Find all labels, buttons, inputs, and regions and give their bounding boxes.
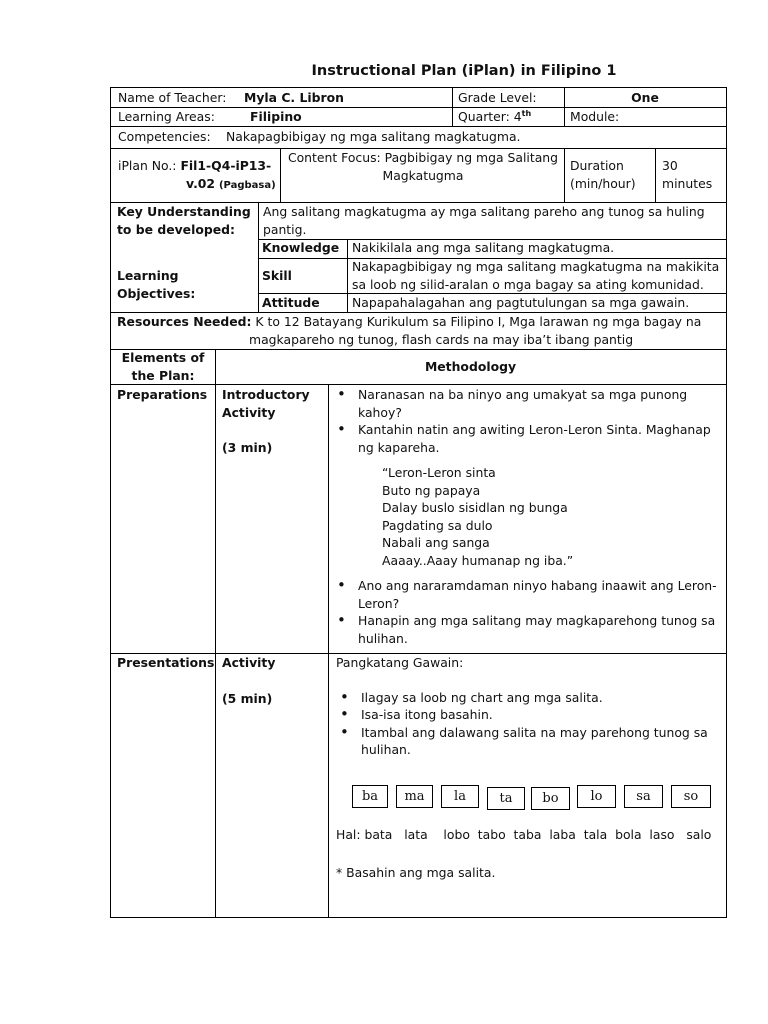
duration-value: 30 minutes (662, 158, 713, 191)
competencies-label: Competencies: (118, 129, 211, 144)
key-understanding-value: Ang salitang magkatugma ay mga salitang pareho ang tunog sa huling pantig. (263, 204, 705, 237)
row-divider (111, 126, 726, 127)
syllable-card: sa (624, 785, 663, 808)
key-understanding-label: Key Understanding to be developed: (117, 204, 251, 237)
content-focus: Content Focus: Pagbibigay ng mga Salitang Magkatugma (287, 150, 559, 183)
syllable-card: ta (487, 787, 525, 810)
areas-label: Learning Areas: (118, 109, 215, 124)
syllable-card: so (671, 785, 711, 808)
quarter-label: Quarter: 4th (458, 108, 532, 124)
group-activity-label: Pangkatang Gawain: (336, 655, 464, 670)
col-divider (280, 148, 281, 202)
learning-objectives-label: Learning Objectives: (117, 268, 196, 301)
module-label: Module: (570, 109, 620, 124)
col-divider (452, 88, 453, 126)
syllable-card: lo (577, 785, 616, 808)
skill-value: Nakapagbibigay ng mga salitang magkatugma na makikita sa loob ng silid-aralan o mga bagay sa ating komunidad. (352, 259, 720, 292)
example-words: Hal: bata lata lobo tabo taba laba tala bola laso salo (336, 827, 712, 842)
song-lyrics (333, 464, 721, 569)
preparations-label: Preparations (117, 387, 208, 402)
syllable-card: la (441, 785, 479, 808)
song-line: “Leron-Leron sinta (382, 465, 496, 480)
activity-label: Activity (222, 655, 276, 670)
skill-label: Skill (262, 268, 292, 283)
knowledge-value: Nakikilala ang mga salitang magkatugma. (352, 240, 615, 255)
col-divider (655, 148, 656, 202)
grade-label: Grade Level: (458, 90, 537, 105)
document-title: Instructional Plan (iPlan) in Filipino 1 (311, 63, 617, 79)
col-divider (215, 349, 216, 918)
teacher-label: Name of Teacher: (118, 90, 227, 105)
knowledge-label: Knowledge (262, 240, 340, 255)
song-line: Pagdating sa dulo (382, 517, 493, 533)
grade-value: One (631, 90, 659, 105)
attitude-label: Attitude (262, 295, 320, 310)
song-line: Dalay buslo sisidlan ng bunga (382, 500, 568, 515)
row-divider (111, 384, 726, 385)
preparations-time: (3 min) (222, 440, 273, 455)
list-item: • Ano ang nararamdaman ninyo habang inaawit ang Leron-Leron? (333, 577, 721, 612)
presentations-label: Presentations (117, 655, 215, 670)
col-divider (564, 148, 565, 202)
col-divider (347, 239, 348, 312)
preparations-content (333, 386, 721, 647)
list-item: • Hanapin ang mga salitang may magkaparehong tunog sa hulihan. (333, 612, 721, 647)
list-item: • Isa-isa itong basahin. (336, 706, 721, 724)
song-line: Nabali ang sanga (382, 535, 490, 550)
preparations-bullets-2 (333, 577, 721, 647)
duration-label: Duration (min/hour) (570, 158, 636, 191)
resources-needed: Resources Needed: K to 12 Batayang Kurikulum sa Filipino I, Mga larawan ng mga bagay na magkapareho ng tunog, flash cards na may iba’t ibang pantig (117, 314, 702, 347)
elements-label: Elements of the Plan: (121, 350, 205, 383)
attitude-value: Napapahalagahan ang pagtutulungan sa mga gawain. (352, 295, 690, 310)
methodology-label: Methodology (424, 359, 517, 374)
presentations-time: (5 min) (222, 691, 273, 706)
iplan-table (110, 87, 727, 918)
teacher-value: Myla C. Libron (244, 90, 344, 105)
list-item: • Naranasan na ba ninyo ang umakyat sa mga punong kahoy? (333, 386, 721, 421)
presentations-bullets (336, 689, 721, 759)
list-item: • Ilagay sa loob ng chart ang mga salita. (336, 689, 721, 707)
col-divider (258, 202, 259, 312)
list-item: • Kantahin natin ang awiting Leron-Leron Sinta. Maghanap ng kapareha. (333, 421, 721, 456)
preparations-bullets-1 (333, 386, 721, 456)
areas-value: Filipino (250, 109, 302, 124)
syllable-card: bo (531, 787, 570, 810)
col-divider (328, 384, 329, 918)
competencies-value: Nakapagbibigay ng mga salitang magkatugma. (226, 129, 521, 144)
presentations-content (336, 654, 721, 759)
introductory-activity-label: Introductory Activity (222, 387, 310, 420)
song-line: Aaaay..Aaay humanap ng iba.” (382, 552, 574, 568)
song-line: Buto ng papaya (382, 482, 481, 498)
reading-note: * Basahin ang mga salita. (336, 865, 496, 880)
list-item: • Itambal ang dalawang salita na may parehong tunog sa hulihan. (336, 724, 721, 759)
iplan-number: iPlan No.: Fil1-Q4-iP13- v.02 (Pagbasa) (118, 158, 276, 191)
syllable-card: ma (396, 785, 433, 808)
syllable-card: ba (352, 785, 388, 808)
